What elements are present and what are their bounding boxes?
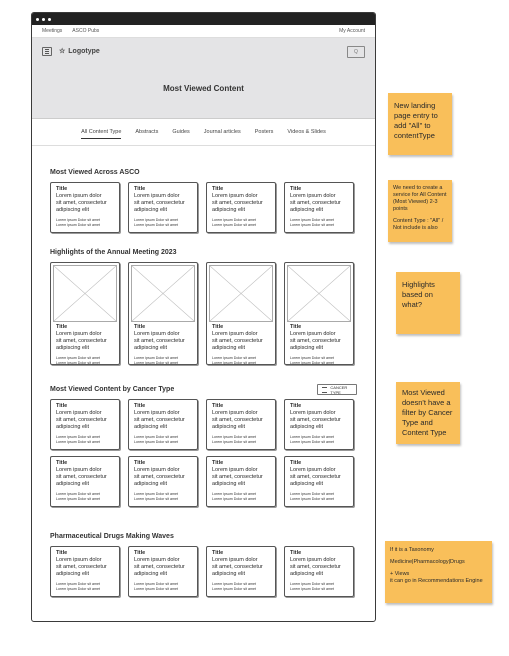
card-meta-line: Lorem ipsum Dolor sit amet xyxy=(290,492,334,496)
card-meta-line: Lorem ipsum Dolor sit amet xyxy=(290,497,334,501)
image-placeholder-icon xyxy=(287,265,351,322)
card-meta-line: Lorem ipsum Dolor sit amet xyxy=(134,361,178,365)
content-card[interactable] xyxy=(284,262,354,365)
top-utility-bar xyxy=(32,25,375,38)
content-card[interactable] xyxy=(128,182,198,233)
card-meta-line: Lorem ipsum Dolor sit amet xyxy=(134,218,178,222)
card-description-line: adipiscing elit xyxy=(56,424,90,430)
card-meta xyxy=(56,435,114,445)
card-description-line: sit amet, consectetur xyxy=(56,474,107,480)
card-description-line: Lorem ipsum dolor xyxy=(212,557,258,563)
tab-posters[interactable]: Posters xyxy=(254,129,274,135)
card-description-line: sit amet, consectetur xyxy=(134,338,185,344)
card-meta xyxy=(134,356,192,366)
card-meta xyxy=(134,218,192,228)
card-description-line: sit amet, consectetur xyxy=(134,417,185,423)
card-meta xyxy=(212,582,270,592)
card-row xyxy=(50,182,357,233)
sticky-note xyxy=(396,272,460,334)
card-meta xyxy=(212,492,270,502)
card-title: Title xyxy=(290,460,302,466)
card-meta xyxy=(134,582,192,592)
card-row xyxy=(50,262,357,365)
logo-text: Logotype xyxy=(68,47,100,55)
card-description-line: adipiscing elit xyxy=(212,571,246,577)
card-meta-line: Lorem ipsum Dolor sit amet xyxy=(56,587,100,591)
card-description-line: Lorem ipsum dolor xyxy=(290,193,336,199)
card-description-line: adipiscing elit xyxy=(290,424,324,430)
card-description-line: Lorem ipsum dolor xyxy=(290,331,336,337)
card-title: Title xyxy=(134,324,146,330)
card-description xyxy=(290,410,348,431)
content-card[interactable] xyxy=(206,456,276,507)
card-meta xyxy=(212,356,270,366)
card-meta-line: Lorem ipsum Dolor sit amet xyxy=(134,440,178,444)
card-description xyxy=(56,193,114,214)
card-description-line: Lorem ipsum dolor xyxy=(290,467,336,473)
card-meta-line: Lorem ipsum Dolor sit amet xyxy=(56,440,100,444)
card-description xyxy=(290,193,348,214)
card-description xyxy=(290,557,348,578)
card-description xyxy=(56,410,114,431)
card-meta-line: Lorem ipsum Dolor sit amet xyxy=(56,356,100,360)
section-most-viewed xyxy=(50,169,357,233)
card-description-line: adipiscing elit xyxy=(134,424,168,430)
card-meta-line: Lorem ipsum Dolor sit amet xyxy=(134,492,178,496)
logo[interactable] xyxy=(59,47,100,55)
card-title: Title xyxy=(56,324,68,330)
card-title: Title xyxy=(290,550,302,556)
hamburger-menu-icon[interactable] xyxy=(42,47,52,56)
card-description-line: adipiscing elit xyxy=(290,571,324,577)
card-meta xyxy=(134,492,192,502)
content-card[interactable] xyxy=(128,546,198,597)
card-meta-line: Lorem ipsum Dolor sit amet xyxy=(212,356,256,360)
card-description-line: Lorem ipsum dolor xyxy=(56,557,102,563)
card-description-line: adipiscing elit xyxy=(134,481,168,487)
card-description-line: sit amet, consectetur xyxy=(56,417,107,423)
wireframe-window xyxy=(31,12,376,622)
card-meta xyxy=(212,218,270,228)
card-title: Title xyxy=(290,186,302,192)
card-description xyxy=(56,557,114,578)
card-description-line: adipiscing elit xyxy=(212,207,246,213)
card-description xyxy=(134,410,192,431)
card-meta-line: Lorem ipsum Dolor sit amet xyxy=(212,497,256,501)
card-description xyxy=(212,193,270,214)
card-meta xyxy=(290,492,348,502)
card-meta-line: Lorem ipsum Dolor sit amet xyxy=(290,435,334,439)
card-title: Title xyxy=(134,550,146,556)
tab-videos-slides[interactable]: Videos & Slides xyxy=(287,129,326,135)
card-meta-line: Lorem ipsum Dolor sit amet xyxy=(134,223,178,227)
card-meta-line: Lorem ipsum Dolor sit amet xyxy=(290,356,334,360)
card-row xyxy=(50,546,357,597)
card-row xyxy=(50,399,357,450)
card-description-line: sit amet, consectetur xyxy=(56,200,107,206)
sticky-note xyxy=(388,93,452,155)
card-description xyxy=(134,557,192,578)
card-description-line: adipiscing elit xyxy=(56,207,90,213)
card-description-line: Lorem ipsum dolor xyxy=(56,410,102,416)
card-meta-line: Lorem ipsum Dolor sit amet xyxy=(56,223,100,227)
card-description-line: sit amet, consectetur xyxy=(290,474,341,480)
card-description-line: adipiscing elit xyxy=(56,345,90,351)
sticky-note-text: + Views xyxy=(390,571,410,577)
card-description xyxy=(134,331,192,352)
card-meta-line: Lorem ipsum Dolor sit amet xyxy=(134,356,178,360)
card-description xyxy=(212,557,270,578)
card-description-line: adipiscing elit xyxy=(290,345,324,351)
image-placeholder-icon xyxy=(209,265,273,322)
card-meta-line: Lorem ipsum Dolor sit amet xyxy=(56,218,100,222)
card-title: Title xyxy=(212,403,224,409)
card-description-line: adipiscing elit xyxy=(290,207,324,213)
card-description-line: sit amet, consectetur xyxy=(56,338,107,344)
card-meta-line: Lorem ipsum Dolor sit amet xyxy=(56,361,100,365)
card-description-line: sit amet, consectetur xyxy=(212,564,263,570)
card-title: Title xyxy=(56,550,68,556)
tab-journal-articles[interactable]: Journal articles xyxy=(203,129,241,135)
sticky-note-text: Medicine|Pharmacology|Drugs xyxy=(390,559,465,565)
sticky-note xyxy=(388,180,452,242)
section-highlights xyxy=(50,249,357,365)
content-card[interactable] xyxy=(50,182,120,233)
card-title: Title xyxy=(134,460,146,466)
my-account-link[interactable]: My Account xyxy=(339,28,365,34)
card-description-line: sit amet, consectetur xyxy=(212,200,263,206)
card-title: Title xyxy=(56,403,68,409)
card-description xyxy=(134,467,192,488)
card-meta-line: Lorem ipsum Dolor sit amet xyxy=(290,218,334,222)
card-description-line: Lorem ipsum dolor xyxy=(290,410,336,416)
card-description-line: adipiscing elit xyxy=(212,481,246,487)
card-description-line: sit amet, consectetur xyxy=(290,417,341,423)
card-meta-line: Lorem ipsum Dolor sit amet xyxy=(212,361,256,365)
content-card[interactable] xyxy=(206,399,276,450)
section-title: Pharmaceutical Drugs Making Waves xyxy=(50,533,174,540)
card-meta-line: Lorem ipsum Dolor sit amet xyxy=(212,582,256,586)
card-meta xyxy=(290,582,348,592)
card-meta xyxy=(56,218,114,228)
card-description-line: adipiscing elit xyxy=(56,571,90,577)
card-description-line: sit amet, consectetur xyxy=(134,564,185,570)
card-title: Title xyxy=(56,186,68,192)
image-placeholder-icon xyxy=(53,265,117,322)
star-icon: ☆ xyxy=(59,48,66,55)
card-meta xyxy=(56,356,114,366)
content-card[interactable] xyxy=(206,546,276,597)
card-description xyxy=(290,467,348,488)
sticky-note-text: Highlights based on what? xyxy=(402,280,435,309)
sticky-note-text: If it is a Taxonomy xyxy=(390,547,434,553)
card-description-line: sit amet, consectetur xyxy=(290,564,341,570)
image-placeholder-icon xyxy=(131,265,195,322)
content-card[interactable] xyxy=(128,262,198,365)
nav-link-pubs[interactable]: ASCO Pubs xyxy=(72,28,100,34)
card-title: Title xyxy=(212,324,224,330)
card-description-line: Lorem ipsum dolor xyxy=(134,331,180,337)
card-meta-line: Lorem ipsum Dolor sit amet xyxy=(134,435,178,439)
card-title: Title xyxy=(290,403,302,409)
card-meta-line: Lorem ipsum Dolor sit amet xyxy=(134,497,178,501)
content-card[interactable] xyxy=(50,399,120,450)
card-title: Title xyxy=(212,550,224,556)
card-meta xyxy=(56,582,114,592)
card-description-line: Lorem ipsum dolor xyxy=(56,193,102,199)
tab-abstracts[interactable]: Abstracts xyxy=(135,129,159,135)
section-title: Highlights of the Annual Meeting 2023 xyxy=(50,249,177,256)
card-meta xyxy=(290,356,348,366)
card-description-line: Lorem ipsum dolor xyxy=(212,467,258,473)
card-meta-line: Lorem ipsum Dolor sit amet xyxy=(56,492,100,496)
section-drugs xyxy=(50,533,357,597)
content-card[interactable] xyxy=(128,399,198,450)
card-description-line: Lorem ipsum dolor xyxy=(56,331,102,337)
content-card[interactable] xyxy=(50,456,120,507)
card-description xyxy=(56,331,114,352)
card-description xyxy=(290,331,348,352)
user-button-label: Q xyxy=(354,49,358,55)
card-description xyxy=(212,467,270,488)
card-description-line: adipiscing elit xyxy=(212,345,246,351)
card-description-line: adipiscing elit xyxy=(134,345,168,351)
card-title: Title xyxy=(212,460,224,466)
card-description-line: Lorem ipsum dolor xyxy=(134,193,180,199)
sticky-note-text: Content Type : "All" / Not include is also xyxy=(393,218,444,231)
card-description-line: adipiscing elit xyxy=(212,424,246,430)
section-title: Most Viewed Across ASCO xyxy=(50,169,140,176)
content-card[interactable] xyxy=(50,262,120,365)
card-description-line: adipiscing elit xyxy=(290,481,324,487)
card-row xyxy=(50,456,357,507)
card-meta-line: Lorem ipsum Dolor sit amet xyxy=(290,582,334,586)
content-card[interactable] xyxy=(50,546,120,597)
sticky-note xyxy=(396,382,460,444)
card-description-line: Lorem ipsum dolor xyxy=(212,193,258,199)
card-meta-line: Lorem ipsum Dolor sit amet xyxy=(56,497,100,501)
content-card[interactable] xyxy=(284,546,354,597)
card-meta xyxy=(56,492,114,502)
card-meta-line: Lorem ipsum Dolor sit amet xyxy=(134,582,178,586)
section-title: Most Viewed Content by Cancer Type xyxy=(50,386,175,393)
card-description-line: Lorem ipsum dolor xyxy=(212,331,258,337)
card-title: Title xyxy=(212,186,224,192)
card-description-line: Lorem ipsum dolor xyxy=(212,410,258,416)
sticky-note xyxy=(385,541,492,603)
card-description-line: Lorem ipsum dolor xyxy=(134,467,180,473)
card-meta xyxy=(290,218,348,228)
window-titlebar xyxy=(32,13,375,25)
card-description-line: Lorem ipsum dolor xyxy=(134,410,180,416)
card-description-line: Lorem ipsum dolor xyxy=(134,557,180,563)
card-description-line: sit amet, consectetur xyxy=(290,338,341,344)
card-meta-line: Lorem ipsum Dolor sit amet xyxy=(212,440,256,444)
cancer-type-filter-button[interactable] xyxy=(317,384,357,395)
card-meta-line: Lorem ipsum Dolor sit amet xyxy=(290,223,334,227)
content-type-tabs xyxy=(32,129,375,141)
nav-link-meetings[interactable]: Meetings xyxy=(42,28,63,34)
card-description-line: sit amet, consectetur xyxy=(212,474,263,480)
card-meta xyxy=(134,435,192,445)
card-meta-line: Lorem ipsum Dolor sit amet xyxy=(290,440,334,444)
content-card[interactable] xyxy=(206,262,276,365)
card-description-line: Lorem ipsum dolor xyxy=(290,557,336,563)
content-card[interactable] xyxy=(284,399,354,450)
card-description xyxy=(212,331,270,352)
card-description-line: adipiscing elit xyxy=(56,481,90,487)
card-meta-line: Lorem ipsum Dolor sit amet xyxy=(290,361,334,365)
card-title: Title xyxy=(134,186,146,192)
tabs-divider xyxy=(32,145,375,146)
card-title: Title xyxy=(290,324,302,330)
window-dot xyxy=(42,18,45,21)
card-description xyxy=(56,467,114,488)
card-description-line: adipiscing elit xyxy=(134,571,168,577)
card-description xyxy=(134,193,192,214)
card-meta-line: Lorem ipsum Dolor sit amet xyxy=(56,435,100,439)
card-description-line: adipiscing elit xyxy=(134,207,168,213)
card-meta xyxy=(290,435,348,445)
content-card[interactable] xyxy=(128,456,198,507)
content-card[interactable] xyxy=(284,182,354,233)
card-meta-line: Lorem ipsum Dolor sit amet xyxy=(212,218,256,222)
card-meta-line: Lorem ipsum Dolor sit amet xyxy=(134,587,178,591)
card-meta-line: Lorem ipsum Dolor sit amet xyxy=(290,587,334,591)
card-meta-line: Lorem ipsum Dolor sit amet xyxy=(56,582,100,586)
card-title: Title xyxy=(56,460,68,466)
window-dot xyxy=(48,18,51,21)
tab-guides[interactable]: Guides xyxy=(172,129,190,135)
card-meta-line: Lorem ipsum Dolor sit amet xyxy=(212,587,256,591)
card-description-line: Lorem ipsum dolor xyxy=(56,467,102,473)
card-description-line: sit amet, consectetur xyxy=(134,200,185,206)
window-dot xyxy=(36,18,39,21)
card-title: Title xyxy=(134,403,146,409)
filter-label: CANCER TYPE xyxy=(330,384,348,395)
card-meta xyxy=(212,435,270,445)
hero-banner xyxy=(32,38,375,119)
filter-icon xyxy=(322,387,327,393)
card-meta-line: Lorem ipsum Dolor sit amet xyxy=(212,492,256,496)
card-meta-line: Lorem ipsum Dolor sit amet xyxy=(212,223,256,227)
card-description xyxy=(212,410,270,431)
card-description-line: sit amet, consectetur xyxy=(290,200,341,206)
card-description-line: sit amet, consectetur xyxy=(134,474,185,480)
content-card[interactable] xyxy=(284,456,354,507)
card-description-line: sit amet, consectetur xyxy=(56,564,107,570)
user-button[interactable] xyxy=(347,46,365,58)
card-description-line: sit amet, consectetur xyxy=(212,417,263,423)
card-meta-line: Lorem ipsum Dolor sit amet xyxy=(212,435,256,439)
tab-all-content-type[interactable]: All Content Type xyxy=(81,129,121,139)
card-description-line: sit amet, consectetur xyxy=(212,338,263,344)
sticky-note-text: We need to create a service for All Content (Most Viewed) 2-3 points xyxy=(393,185,447,212)
sticky-note-text: Most Viewed doesn't have a filter by Cancer Type and Content Type xyxy=(402,388,453,437)
sticky-note-text: it can go in Recommendations Engine xyxy=(390,578,483,584)
page-title: Most Viewed Content xyxy=(163,84,244,93)
section-cancer-type xyxy=(50,386,357,507)
sticky-note-text: New landing page entry to add "All" to contentType xyxy=(394,101,438,140)
content-card[interactable] xyxy=(206,182,276,233)
